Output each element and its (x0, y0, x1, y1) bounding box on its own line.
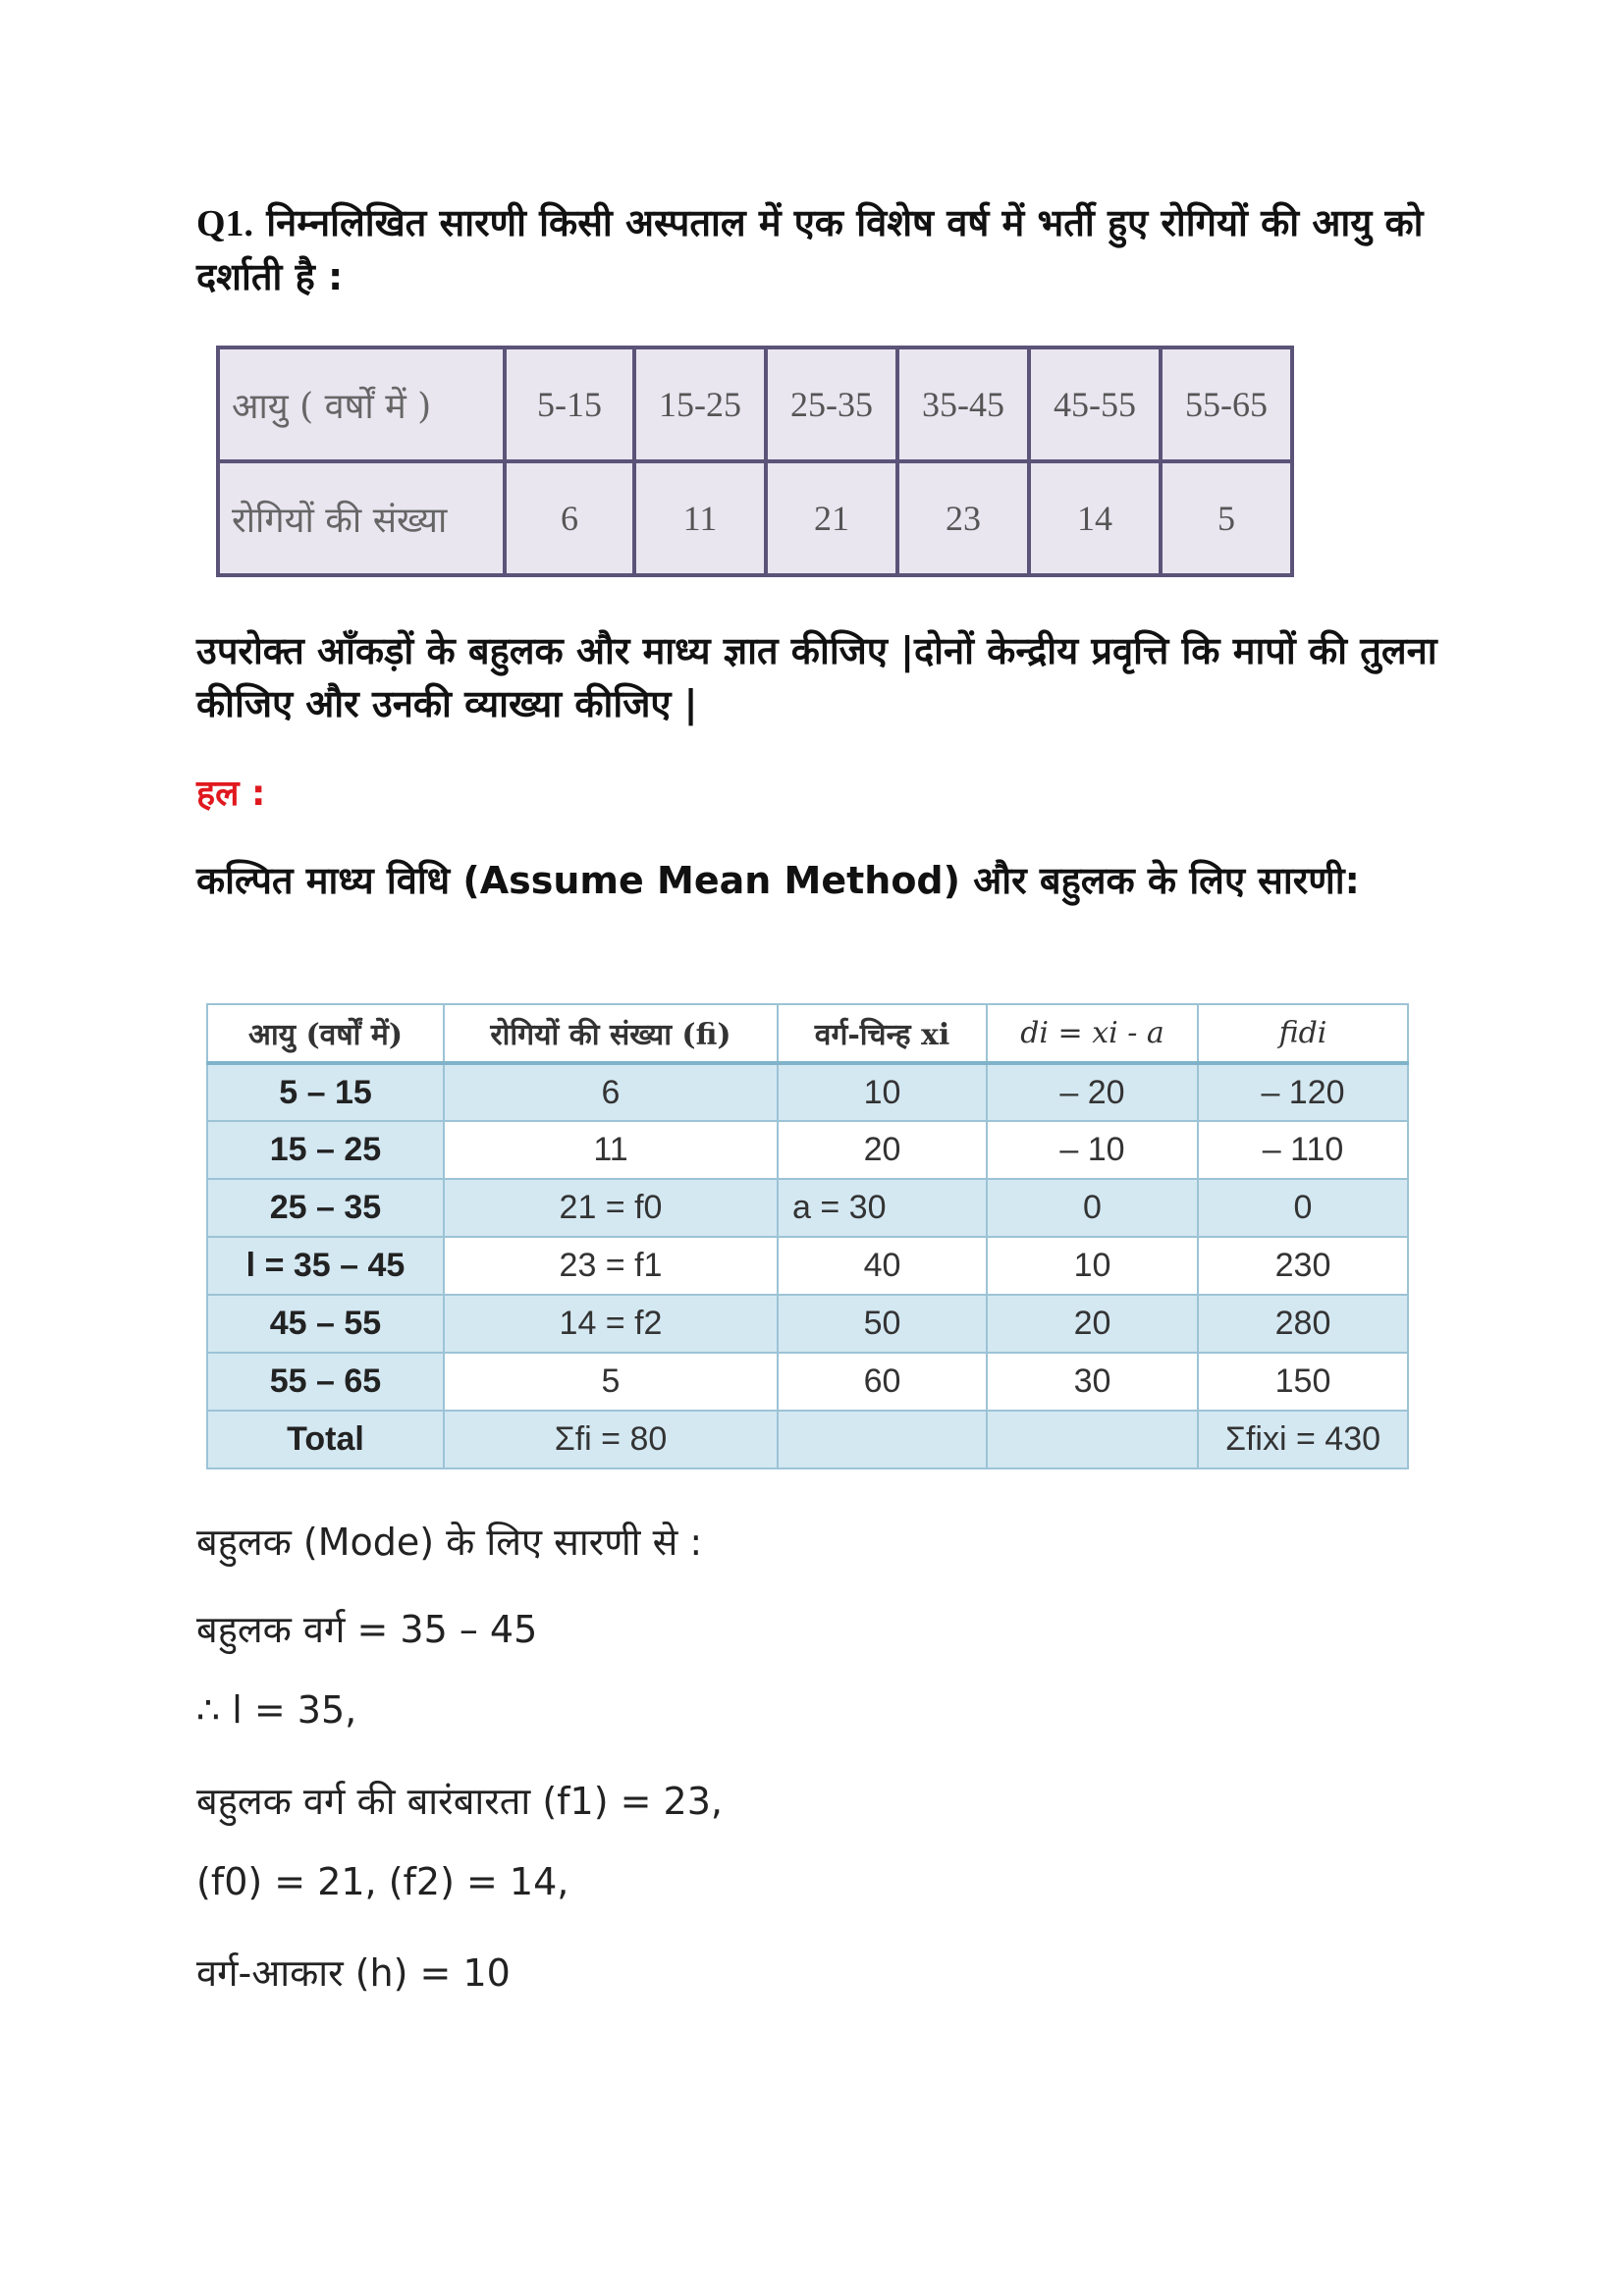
question-number: Q1. (196, 203, 254, 244)
count-cell: 14 (1029, 461, 1161, 575)
count-cell: 23 (897, 461, 1029, 575)
class-cell: 25-35 (766, 347, 897, 461)
cell: a = 30 (778, 1179, 987, 1237)
solution-table (206, 1003, 1409, 1469)
count-cell: 11 (634, 461, 766, 575)
f0-f2-line: (f0) = 21, (f2) = 14, (196, 1860, 569, 1903)
cell: 50 (778, 1295, 987, 1353)
table-row (218, 461, 1292, 575)
cell: 15 – 25 (207, 1121, 444, 1179)
header-deviation: di = xi - a (987, 1004, 1198, 1063)
modal-class-line: बहुलक वर्ग = 35 – 45 (196, 1608, 538, 1651)
question-instruction: उपरोक्त आँकड़ों के बहुलक और माध्य ज्ञात कीजिए |दोनों केन्द्रीय प्रवृत्ति कि मापों की तुलना कीजिए और उनकी व्याख्या कीजिए | (196, 629, 1437, 725)
class-size-line: वर्ग-आकार (h) = 10 (196, 1951, 511, 1995)
header-class-mark: वर्ग-चिन्ह xi (778, 1004, 987, 1063)
cell: 30 (987, 1353, 1198, 1411)
cell (987, 1411, 1198, 1468)
cell: 20 (987, 1295, 1198, 1353)
class-cell: 45-55 (1029, 347, 1161, 461)
cell: – 20 (987, 1063, 1198, 1121)
cell: 10 (778, 1063, 987, 1121)
cell: 40 (778, 1237, 987, 1295)
count-cell: 21 (766, 461, 897, 575)
cell: 230 (1198, 1237, 1408, 1295)
cell: l = 35 – 45 (207, 1237, 444, 1295)
table-row (207, 1353, 1408, 1411)
cell (778, 1411, 987, 1468)
cell: 10 (987, 1237, 1198, 1295)
row-label-age: आयु ( वर्षों में ) (218, 347, 505, 461)
cell: 14 = f2 (444, 1295, 778, 1353)
question-body: निम्नलिखित सारणी किसी अस्पताल में एक विशेष वर्ष में भर्ती हुए रोगियों की आयु को दर्शाती है : (196, 201, 1424, 298)
f1-line: बहुलक वर्ग की बारंबारता (f1) = 23, (196, 1780, 723, 1823)
cell: – 120 (1198, 1063, 1408, 1121)
cell: 150 (1198, 1353, 1408, 1411)
mode-intro: बहुलक (Mode) के लिए सारणी से : (196, 1521, 703, 1564)
cell: 0 (987, 1179, 1198, 1237)
age-frequency-table (216, 346, 1294, 577)
cell: 21 = f0 (444, 1179, 778, 1237)
table-row (207, 1237, 1408, 1295)
table-row (207, 1295, 1408, 1353)
total-fd: Σfixi = 430 (1198, 1411, 1408, 1468)
table-row (207, 1179, 1408, 1237)
table-row (207, 1121, 1408, 1179)
question-text (196, 196, 1443, 303)
header-fd: fidi (1198, 1004, 1408, 1063)
class-cell: 15-25 (634, 347, 766, 461)
cell: 20 (778, 1121, 987, 1179)
cell: 55 – 65 (207, 1353, 444, 1411)
cell: 5 – 15 (207, 1063, 444, 1121)
class-cell: 55-65 (1161, 347, 1292, 461)
cell: 0 (1198, 1179, 1408, 1237)
method-heading: कल्पित माध्य विधि (Assume Mean Method) और बहुलक के लिए सारणी: (196, 859, 1360, 902)
cell: 45 – 55 (207, 1295, 444, 1353)
total-frequency: Σfi = 80 (444, 1411, 778, 1468)
row-label-patients: रोगियों की संख्या (218, 461, 505, 575)
table-header-row (207, 1004, 1408, 1063)
l-value-line: ∴ l = 35, (196, 1688, 357, 1732)
cell: – 10 (987, 1121, 1198, 1179)
cell: 25 – 35 (207, 1179, 444, 1237)
count-cell: 5 (1161, 461, 1292, 575)
header-age: आयु (वर्षों में) (207, 1004, 444, 1063)
cell: 60 (778, 1353, 987, 1411)
solution-label: हल : (196, 774, 266, 814)
cell: 280 (1198, 1295, 1408, 1353)
table-row (218, 347, 1292, 461)
cell: 11 (444, 1121, 778, 1179)
cell: 5 (444, 1353, 778, 1411)
table-total-row (207, 1411, 1408, 1468)
class-cell: 35-45 (897, 347, 1029, 461)
count-cell: 6 (505, 461, 634, 575)
cell: 23 = f1 (444, 1237, 778, 1295)
header-patients: रोगियों की संख्या (fi) (444, 1004, 778, 1063)
class-cell: 5-15 (505, 347, 634, 461)
table-row (207, 1063, 1408, 1121)
total-label: Total (207, 1411, 444, 1468)
cell: 6 (444, 1063, 778, 1121)
cell: – 110 (1198, 1121, 1408, 1179)
